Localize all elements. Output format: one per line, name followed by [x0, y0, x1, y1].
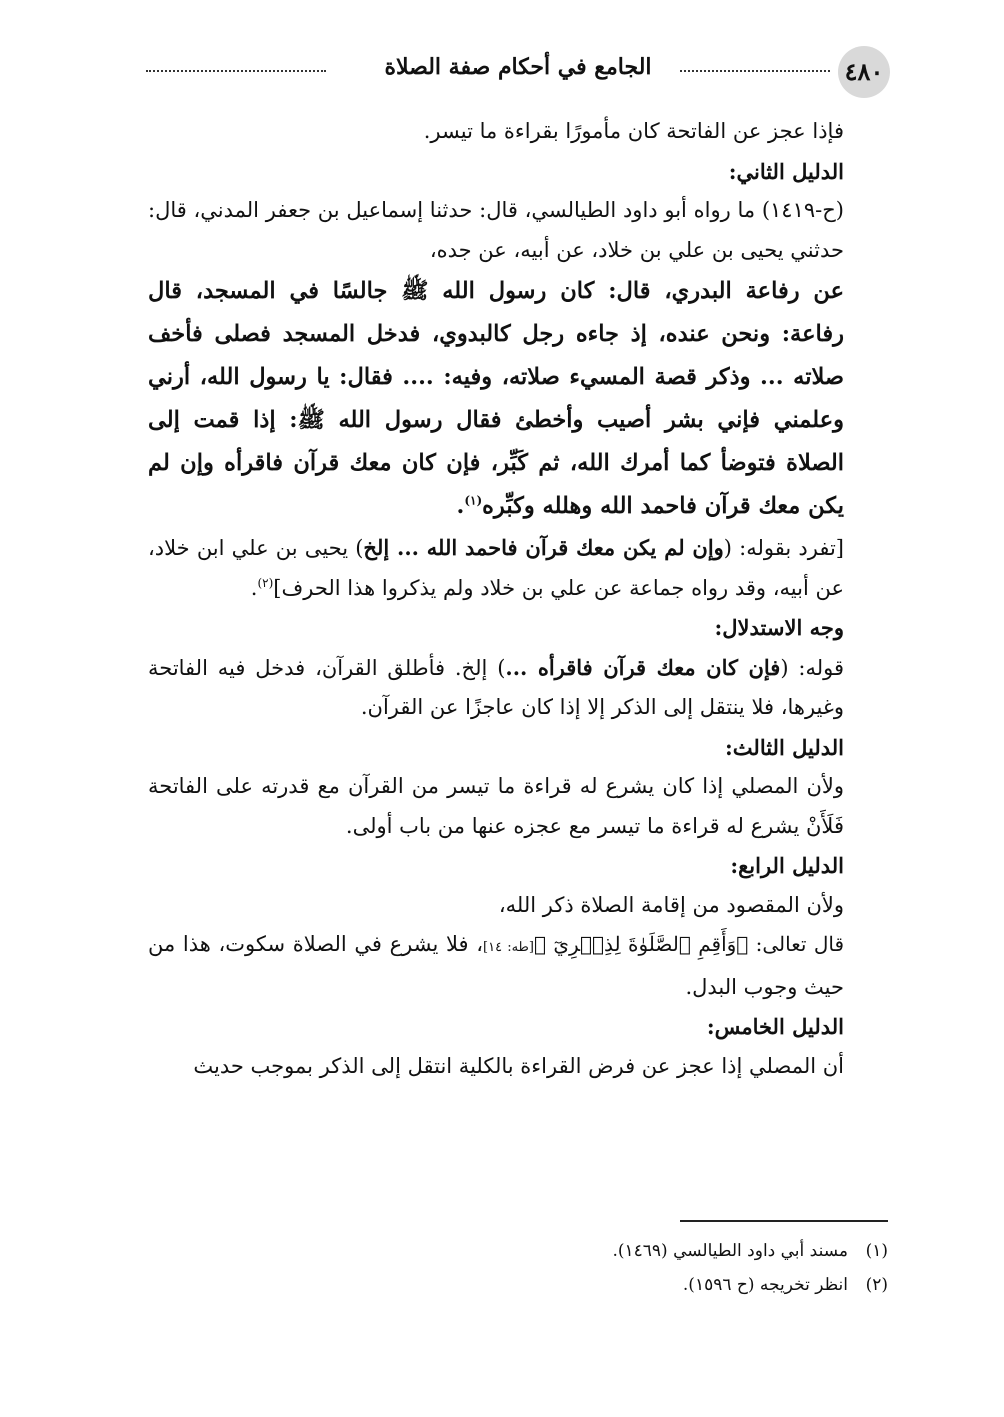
- footnote-text: انظر تخريجه (ح ١٥٩٦).: [682, 1275, 848, 1295]
- quoted-phrase: فإن كان معك قرآن فاقرأه ...: [505, 654, 781, 680]
- hadith-text: [148, 270, 888, 528]
- punctuation: .: [250, 575, 258, 600]
- main-text: [148, 112, 888, 1086]
- footnote-text: مسند أبي داود الطيالسي (١٤٦٩).: [612, 1241, 848, 1261]
- footnote-ref: (٢): [257, 575, 274, 590]
- paragraph: [148, 925, 888, 1007]
- section-heading: الدليل الثالث:: [725, 734, 844, 760]
- section-heading: وجه الاستدلال:: [714, 615, 844, 640]
- hadith-body: عن رفاعة البدري، قال: كان رسول الله ﷺ جالسًا في المسجد، قال رفاعة: ونحن عنده، إذ جاءه رجل كالبدوي، فدخل المسجد فصلى فأخف صلاته ... وذكر قصة المسيء صلاته، وفيه: .... فقال: يا رسول الله، أرني وعلمني فإني بشر أصيب وأخطئ فقال رسول الله ﷺ: إذا قمت إلى الصلاة فتوضأ كما أمرك الله، ثم كَبِّر، فإن كان معك قرآن فاقرأه وإن لم يكن معك قرآن فاحمد الله وهلله وكبِّره: [148, 278, 844, 519]
- section-heading: الدليل الخامس:: [706, 1014, 844, 1039]
- paragraph: [148, 528, 888, 608]
- text-span: ) إلخ. فأطلق القرآن، فدخل فيه الفاتحة وغيرها، فلا ينتقل إلى الذكر إلا إذا كان عاجزًا عن القرآن.: [148, 655, 844, 719]
- footnote-number: (١): [865, 1241, 888, 1261]
- quoted-phrase: وإن لم يكن معك قرآن فاحمد الله ... إلخ: [363, 535, 724, 560]
- punctuation: .: [456, 493, 465, 519]
- section-heading: الدليل الثاني:: [728, 158, 844, 184]
- paragraph: ولأن المقصود من إقامة الصلاة ذكر الله،: [498, 892, 844, 917]
- quran-verse: قال تعالى: ﴿وَأَقِمِ ٱلصَّلَوٰةَ لِذِكۡرِيٓ ﴾: [533, 932, 845, 956]
- text-span: [تفرد بقوله: (: [723, 536, 844, 560]
- footnote-ref: (١): [464, 493, 483, 508]
- page-header: [140, 44, 890, 100]
- text-span: ) يحيى بن علي ابن خلاد، عن أبيه، وقد رواه جماعة عن علي بن خلاد ولم يذكروا هذا الحرف]: [148, 536, 844, 600]
- footnote: [288, 1234, 888, 1268]
- header-dotted-rule-right: [680, 70, 830, 72]
- verse-reference: [طه: ١٤]: [483, 940, 534, 955]
- header-dotted-rule-left: [146, 70, 326, 72]
- page-number: ٤٨٠: [838, 46, 890, 98]
- footnote-separator: [680, 1220, 888, 1222]
- running-title: الجامع في أحكام صفة الصلاة: [384, 54, 652, 80]
- footnotes: [288, 1234, 888, 1302]
- footnote: [288, 1268, 888, 1302]
- paragraph: ولأن المصلي إذا كان يشرع له قراءة ما تيسر من القرآن مع قدرته على الفاتحة فَلَأَنْ يشرع له قراءة ما تيسر مع عجزه عنها من باب أولى.: [148, 774, 844, 838]
- hadith-isnad: (ح-١٤١٩) ما رواه أبو داود الطيالسي، قال: حدثنا إسماعيل بن جعفر المدني، قال: حدثني يحيى بن علي بن خلاد، عن أبيه، عن جده،: [148, 198, 844, 262]
- paragraph: [148, 648, 888, 728]
- paragraph: فإذا عجز عن الفاتحة كان مأمورًا بقراءة ما تيسر.: [423, 119, 844, 143]
- paragraph: أن المصلي إذا عجز عن فرض القراءة بالكلية انتقل إلى الذكر بموجب حديث: [193, 1053, 844, 1078]
- footnote-number: (٢): [865, 1275, 888, 1295]
- section-heading: الدليل الرابع:: [730, 853, 844, 878]
- text-span: قوله: (: [780, 655, 844, 680]
- text-span: ، فلا يشرع في الصلاة سكوت، هذا من حيث وجوب البدل.: [148, 932, 844, 999]
